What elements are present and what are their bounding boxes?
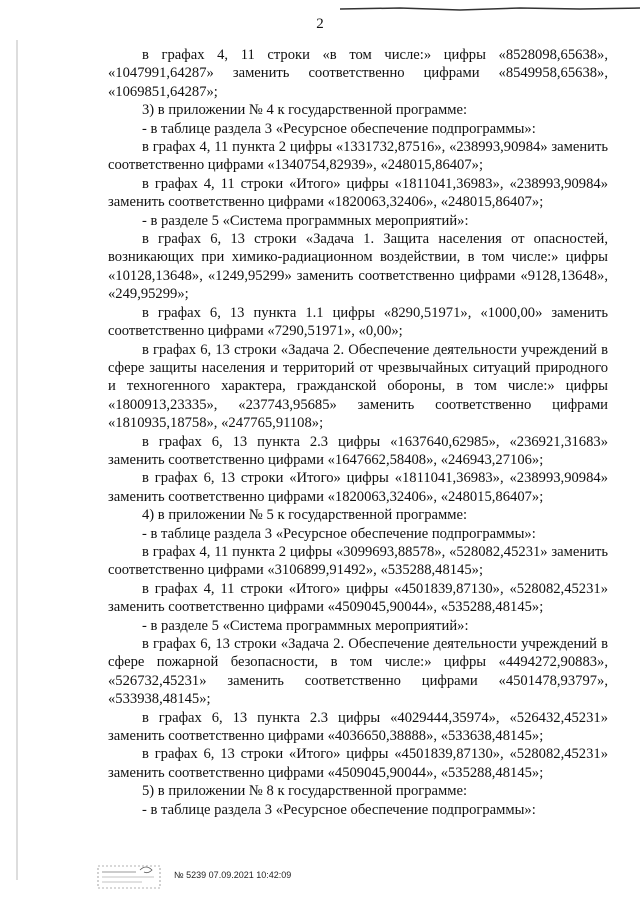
page-number: 2 xyxy=(316,16,324,32)
paragraph: - в разделе 5 «Система программных мероприятий»: xyxy=(142,617,469,634)
paragraph: - в таблице раздела 3 «Ресурсное обеспечение подпрограммы»: xyxy=(142,525,536,542)
paragraph: в графах 4, 11 строки «в том числе:» цифры «8528098,65638», «1047991,64287» заменить соответственно цифрами «8549958,65638», «1069851,64287»; xyxy=(108,47,608,100)
paragraph: в графах 6, 13 строки «Итого» цифры «4501839,87130», «528082,45231» заменить соответственно цифрами «4509045,90044», «535288,48145»; xyxy=(108,746,608,781)
paragraph: 3) в приложении № 4 к государственной программе: xyxy=(142,102,468,119)
document-body xyxy=(108,46,608,819)
paragraph: - в разделе 5 «Система программных мероприятий»: xyxy=(142,212,469,229)
paragraph: в графах 6, 13 пункта 2.3 цифры «1637640,62985», «236921,31683» заменить соответственно цифрами «1647662,58408», «246943,27106»; xyxy=(108,433,608,468)
paragraph: в графах 6, 13 строки «Итого» цифры «1811041,36983», «238993,90984» заменить соответственно цифрами «1820063,32406», «248015,86407»; xyxy=(108,470,608,505)
paragraph: - в таблице раздела 3 «Ресурсное обеспечение подпрограммы»: xyxy=(142,120,536,137)
paragraph: в графах 6, 13 строки «Задача 2. Обеспечение деятельности учреждений в сфере пожарной безопасности, в том числе:» цифры «4494272,90883», «526732,45231» заменить соответственно цифрами «4501478,93797», «533938,48145»; xyxy=(108,636,608,708)
registration-stamp-icon xyxy=(96,858,168,894)
paragraph: 5) в приложении № 8 к государственной программе: xyxy=(142,783,468,800)
paragraph: в графах 4, 11 строки «Итого» цифры «1811041,36983», «238993,90984» заменить соответственно цифрами «1820063,32406», «248015,86407»; xyxy=(108,175,608,211)
scan-left-edge xyxy=(16,40,18,880)
paragraph: в графах 6, 13 пункта 2.3 цифры «4029444,35974», «526432,45231» заменить соответственно цифрами «4036650,38888», «533638,48145»; xyxy=(108,709,608,745)
paragraph: в графах 4, 11 пункта 2 цифры «1331732,87516», «238993,90984» заменить соответственно цифрами «1340754,82939», «248015,86407»; xyxy=(108,139,608,174)
paragraph: в графах 6, 13 строки «Задача 1. Защита населения от опасностей, возникающих при химико-радиационном воздействии, в том числе:» цифры «10128,13648», «1249,95299» заменить соответственно цифрами «9128,13648», «249,95299»; xyxy=(108,231,608,303)
registration-number: № 5239 07.09.2021 10:42:09 xyxy=(174,870,292,880)
scan-edge xyxy=(340,0,640,6)
document-footer xyxy=(96,858,396,898)
paragraph: в графах 4, 11 строки «Итого» цифры «4501839,87130», «528082,45231» заменить соответственно цифрами «4509045,90044», «535288,48145»; xyxy=(108,580,608,616)
paragraph: 4) в приложении № 5 к государственной программе: xyxy=(142,507,468,524)
paragraph: в графах 6, 13 строки «Задача 2. Обеспечение деятельности учреждений в сфере защиты населения и территорий от чрезвычайных ситуаций природного и техногенного характера, гражданской обороны, в том числе:» цифры «1800913,23335», «237743,95685» заменить соответственно цифрами «1810935,18758», «247765,91108»; xyxy=(108,341,608,432)
paragraph: - в таблице раздела 3 «Ресурсное обеспечение подпрограммы»: xyxy=(142,801,536,818)
paragraph: в графах 4, 11 пункта 2 цифры «3099693,88578», «528082,45231» заменить соответственно цифрами «3106899,91492», «535288,48145»; xyxy=(108,543,608,579)
paragraph: в графах 6, 13 пункта 1.1 цифры «8290,51971», «1000,00» заменить соответственно цифрами «7290,51971», «0,00»; xyxy=(108,304,608,340)
